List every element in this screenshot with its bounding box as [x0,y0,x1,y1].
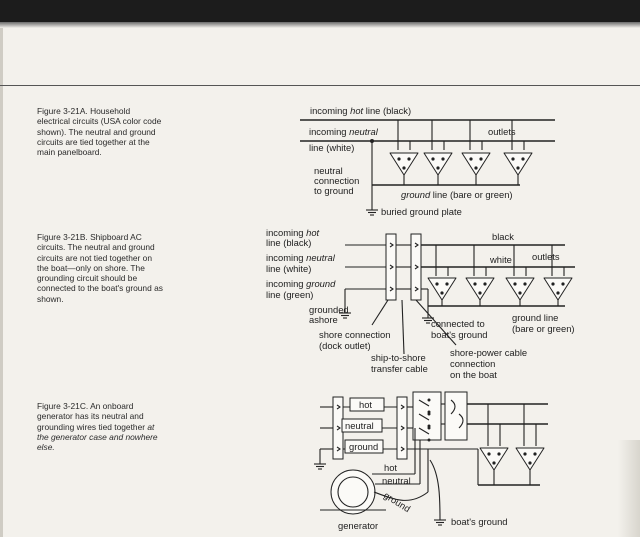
fig-a-outlet-3 [462,120,490,185]
fig-a-ground-symbol [366,210,378,215]
caption-figure-3-21a: Figure 3-21A. Household electrical circuits (USA color code shown). The neutral and ground circuits are tied together at the main panelboard. [37,106,162,158]
fig-c-outlet-2 [516,404,544,485]
fig-b-shore-power-label-2: connection [450,358,496,369]
fig-c-gen-ground-label: ground [381,489,413,515]
caption-figure-3-21b: Figure 3-21B. Shipboard AC circuits. The neutral and ground circuits are not tied together on the boat—only on shore. The grounding circuit should be connected to the boat's ground as shown. [37,232,163,304]
fig-b-connected-label-1: connected to [431,318,485,329]
fig-c-shore-ground-symbol [314,464,326,469]
fig-b-ship-to-shore-label-1: ship-to-shore [371,352,426,363]
fig-b-incoming-ground-label-1: incoming ground [266,278,336,289]
fig-b-shore-connection-label-2: (dock outlet) [319,340,371,351]
fig-b-incoming-ground-label-2: line (green) [266,289,314,300]
fig-b-incoming-neutral-label-2: line (white) [266,263,312,274]
fig-a-outlet-1 [390,120,418,185]
fig-c-boats-ground-symbol [434,520,446,525]
fig-b-ground-line-label-1: ground line [512,312,559,323]
fig-b-black-label: black [492,231,514,242]
fig-a-neutral-connection-label-1: neutral [314,165,343,176]
fig-b-white-label: white [490,254,512,265]
fig-a-outlet-2 [424,120,452,185]
fig-c-neutral-label: neutral [345,420,374,431]
fig-c-outlet-1 [480,404,508,485]
fig-c-gen-neutral-label: neutral [382,475,411,486]
figure-3-21b-diagram [266,227,575,380]
fig-b-shore-power-label-3: on the boat [450,369,497,380]
fig-b-incoming-hot-label-2: line (black) [266,237,312,248]
fig-c-generator-label: generator [338,520,379,531]
figure-3-21c-diagram [314,392,548,531]
fig-b-grounded-ashore-label-2: ashore [309,314,338,325]
caption-c-italic: at the generator case and nowhere else. [37,421,158,453]
fig-b-connected-label-2: boat's ground [431,329,488,340]
fig-b-outlet-1 [428,245,456,306]
fig-a-incoming-neutral-label: incoming neutral [309,126,378,137]
fig-b-shore-power-label-1: shore-power cable [450,347,528,358]
fig-b-ship-to-shore-label-2: transfer cable [371,363,428,374]
fig-b-ground-line-label-2: (bare or green) [512,323,575,334]
caption-c-text: Figure 3-21C. An onboard generator has its neutral and grounding wires tied together [37,401,148,432]
fig-a-neutral-connection-label-3: to ground [314,185,354,196]
fig-c-outlets [480,404,544,485]
fig-c-breaker-box [445,392,467,440]
fig-b-incoming-neutral-label-1: incoming neutral [266,252,335,263]
fig-c-gen-hot-label: hot [384,462,398,473]
fig-a-neutral-connection-label-2: connection [314,175,360,186]
fig-b-outlets-label: outlets [532,251,560,262]
fig-b-incoming-hot-label-1: incoming hot [266,227,320,238]
fig-b-grounded-ashore-label-1: grounded [309,304,349,315]
fig-a-outlets-label: outlets [488,126,516,137]
fig-a-buried-ground-plate-label: buried ground plate [381,206,462,217]
fig-c-ground-label: ground [349,441,379,452]
fig-b-shore-connection-label-1: shore connection [319,329,391,340]
fig-c-boats-ground-label: boat's ground [451,516,508,527]
fig-a-incoming-hot-label: incoming hot line (black) [310,105,412,116]
fig-c-hot-label: hot [359,399,373,410]
fig-a-ground-line-label: ground line (bare or green) [401,189,513,200]
figure-3-21a-diagram [300,105,555,217]
fig-a-line-white-label: line (white) [309,142,355,153]
